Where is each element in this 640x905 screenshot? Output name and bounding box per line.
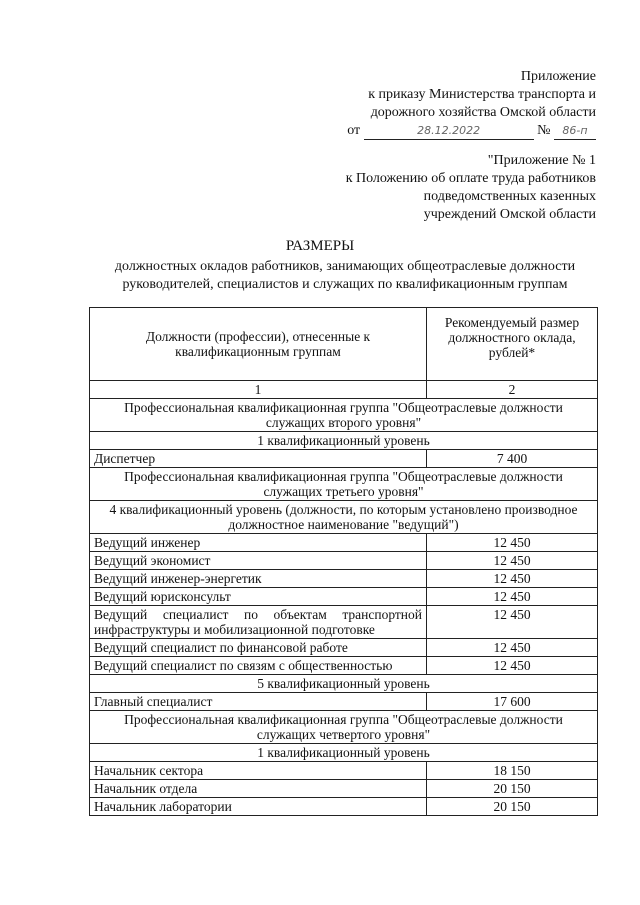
attachment-date-line (347, 122, 596, 140)
position-name: Ведущий экономист (90, 552, 427, 570)
column-number-1: 1 (90, 381, 427, 399)
date-prefix: от (347, 123, 361, 138)
salary-value: 12 450 (427, 657, 598, 675)
salary-value: 20 150 (427, 798, 598, 816)
table-body (90, 399, 598, 816)
subtitle-line-2: руководителей, специалистов и служащих по квалификационным группам (122, 277, 568, 292)
table-row (90, 639, 598, 657)
table-row (90, 534, 598, 552)
column-number-2: 2 (427, 381, 598, 399)
position-name: Ведущий специалист по связям с общественностью (90, 657, 427, 675)
position-name: Ведущий инженер (90, 534, 427, 552)
group-row (90, 675, 598, 693)
salary-value: 20 150 (427, 780, 598, 798)
annex-header (346, 152, 596, 224)
position-name: Начальник лаборатории (90, 798, 427, 816)
group-row (90, 432, 598, 450)
annex-line-4: учреждений Омской области (423, 207, 596, 222)
attachment-header (347, 68, 596, 140)
group-title: 1 квалификационный уровень (90, 432, 598, 450)
group-title: Профессиональная квалификационная группа "Общеотраслевые должности служащих четвертого уровня" (90, 711, 598, 744)
position-name: Ведущий специалист по финансовой работе (90, 639, 427, 657)
group-row (90, 711, 598, 744)
table-row (90, 798, 598, 816)
document-subtitle (80, 258, 610, 294)
group-row (90, 468, 598, 501)
position-name: Главный специалист (90, 693, 427, 711)
table-row (90, 657, 598, 675)
column-header-salary: Рекомендуемый размер должностного оклада, рублей* (427, 308, 598, 381)
table-row (90, 588, 598, 606)
group-title: 1 квалификационный уровень (90, 744, 598, 762)
annex-line-1: "Приложение № 1 (487, 153, 596, 168)
salary-value: 7 400 (427, 450, 598, 468)
column-number-row (90, 381, 598, 399)
handwritten-date: 28.12.2022 (417, 124, 481, 137)
subtitle-line-1: должностных окладов работников, занимающих общеотраслевые должности (114, 259, 576, 274)
table-row (90, 570, 598, 588)
salary-value: 17 600 (427, 693, 598, 711)
salary-table (89, 307, 598, 816)
salary-value: 12 450 (427, 588, 598, 606)
number-prefix: № (537, 123, 551, 138)
attachment-line-1: Приложение (520, 69, 596, 84)
salary-value: 12 450 (427, 570, 598, 588)
salary-value: 12 450 (427, 639, 598, 657)
group-row (90, 501, 598, 534)
annex-line-3: подведомственных казенных (423, 189, 596, 204)
salary-value: 12 450 (427, 606, 598, 639)
handwritten-number: 86-п (562, 124, 588, 137)
date-field (364, 124, 534, 140)
position-name: Ведущий специалист по объектам транспортной инфраструктуры и мобилизационной подготовке (90, 606, 427, 639)
group-title: 5 квалификационный уровень (90, 675, 598, 693)
position-name: Диспетчер (90, 450, 427, 468)
column-header-positions: Должности (профессии), отнесенные к квалификационным группам (90, 308, 427, 381)
table-row (90, 780, 598, 798)
salary-value: 12 450 (427, 552, 598, 570)
attachment-line-2: к приказу Министерства транспорта и (368, 87, 596, 102)
group-row (90, 744, 598, 762)
table-row (90, 693, 598, 711)
attachment-line-3: дорожного хозяйства Омской области (370, 105, 596, 120)
annex-line-2: к Положению об оплате труда работников (345, 171, 596, 186)
table-row (90, 450, 598, 468)
position-name: Ведущий инженер-энергетик (90, 570, 427, 588)
position-name: Начальник сектора (90, 762, 427, 780)
table-row (90, 552, 598, 570)
table-header-row (90, 308, 598, 381)
group-row (90, 399, 598, 432)
salary-value: 12 450 (427, 534, 598, 552)
group-title: Профессиональная квалификационная группа "Общеотраслевые должности служащих второго уровня" (90, 399, 598, 432)
position-name: Ведущий юрисконсульт (90, 588, 427, 606)
group-title: Профессиональная квалификационная группа "Общеотраслевые должности служащих третьего уровня" (90, 468, 598, 501)
document-title: РАЗМЕРЫ (285, 238, 355, 254)
group-title: 4 квалификационный уровень (должности, по которым установлено производное должностное наименование "ведущий") (90, 501, 598, 534)
position-name: Начальник отдела (90, 780, 427, 798)
table-row (90, 606, 598, 639)
number-field (554, 124, 596, 140)
table-row (90, 762, 598, 780)
salary-value: 18 150 (427, 762, 598, 780)
